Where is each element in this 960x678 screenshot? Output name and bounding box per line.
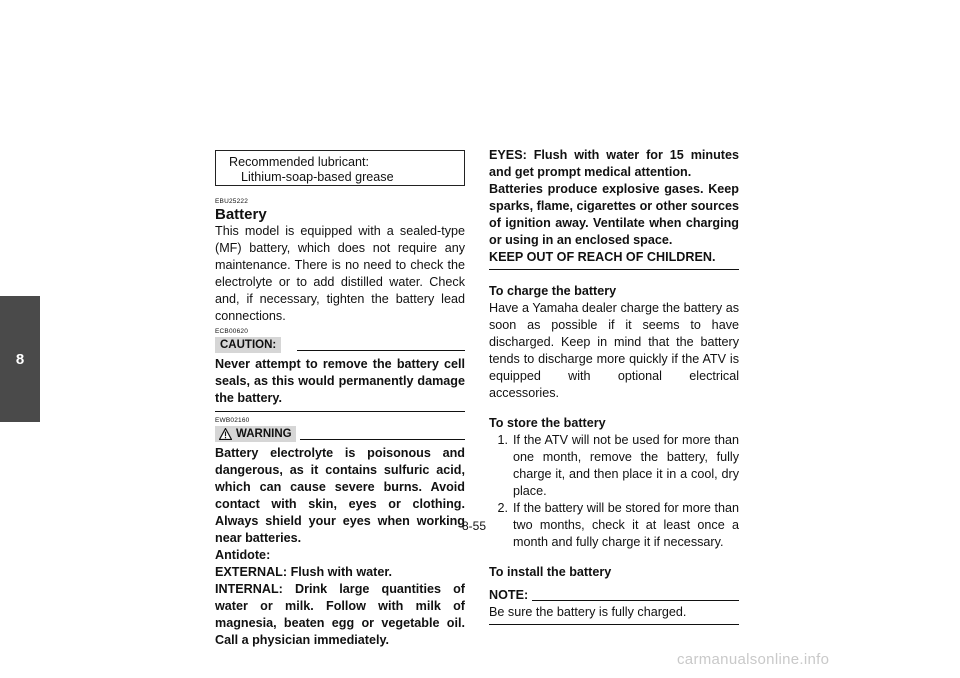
warning-badge <box>215 426 296 442</box>
store-steps <box>489 432 739 551</box>
warning-triangle-icon <box>219 428 232 440</box>
caution-text: Never attempt to remove the battery cell seals, as this would permanently damage the battery. <box>215 356 465 412</box>
step-text: If the battery will be stored for more than two months, check it at least once a month and fully charge it if necessary. <box>513 501 739 549</box>
warning-code: EWB02160 <box>215 417 250 424</box>
install-heading: To install the battery <box>489 565 612 579</box>
antidote-eyes: EYES: Flush with water for 15 minutes and get prompt medical attention. <box>489 148 739 179</box>
step-number: 2. <box>497 501 508 515</box>
warning-header <box>215 426 465 442</box>
warning-label: WARNING <box>236 428 292 440</box>
battery-body: This model is equipped with a sealed-type (MF) battery, which does not require any maintenance. There is no need to check the electrolyte or to add distilled water. Check and, if necessary, tighten the battery lead connections. <box>215 224 465 323</box>
note-text: Be sure the battery is fully charged. <box>489 604 739 625</box>
lubricant-value: Lithium-soap-based grease <box>241 170 394 184</box>
explosive-warning: Batteries produce explosive gases. Keep sparks, flame, cigarettes or other sources of ignition away. Ventilate when charging or using in an enclosed space. <box>489 182 739 247</box>
charge-heading: To charge the battery <box>489 284 617 298</box>
caution-code: ECB00620 <box>215 328 249 335</box>
antidote-external: EXTERNAL: Flush with water. <box>215 565 393 579</box>
step-number: 1. <box>497 433 508 447</box>
battery-title: Battery <box>215 206 267 223</box>
warning-text: Battery electrolyte is poisonous and dangerous, as it contains sulfuric acid, which can cause severe burns. Avoid contact with skin, eyes or clothing. Always shield your eyes when working near batteries. <box>215 446 465 545</box>
note-label: NOTE: <box>489 588 529 602</box>
warning-rule <box>300 439 465 440</box>
antidote-internal: INTERNAL: Drink large quantities of water or milk. Follow with milk of magnesia, beaten egg or vegetable oil. Call a physician immediately. <box>215 582 465 647</box>
lubricant-label: Recommended lubricant: <box>229 155 370 169</box>
page-number: 8-55 <box>462 519 487 533</box>
store-heading: To store the battery <box>489 416 606 430</box>
right-column <box>489 147 739 625</box>
note-rule <box>532 600 739 601</box>
lubricant-box <box>215 150 465 186</box>
list-item <box>489 432 739 500</box>
charge-text: Have a Yamaha dealer charge the battery as soon as possible if it seems to have discharged. Keep in mind that the battery tends to discharge more quickly if the ATV is equipped with optional electrical accessories. <box>489 301 739 400</box>
caution-label: CAUTION: <box>215 337 281 353</box>
antidote-label: Antidote: <box>215 548 271 562</box>
children-warning: KEEP OUT OF REACH OF CHILDREN. <box>489 249 739 270</box>
chapter-tab <box>0 296 40 422</box>
list-item <box>489 500 739 551</box>
caution-rule <box>297 350 465 351</box>
step-text: If the ATV will not be used for more than one month, remove the battery, fully charge it, and then place it in a cool, dry place. <box>513 433 739 498</box>
note-header <box>489 587 739 604</box>
left-column <box>215 147 465 649</box>
battery-code: EBU25222 <box>215 198 249 205</box>
caution-header <box>215 337 465 353</box>
watermark: carmanualsonline.info <box>677 651 830 668</box>
chapter-number: 8 <box>15 350 25 368</box>
